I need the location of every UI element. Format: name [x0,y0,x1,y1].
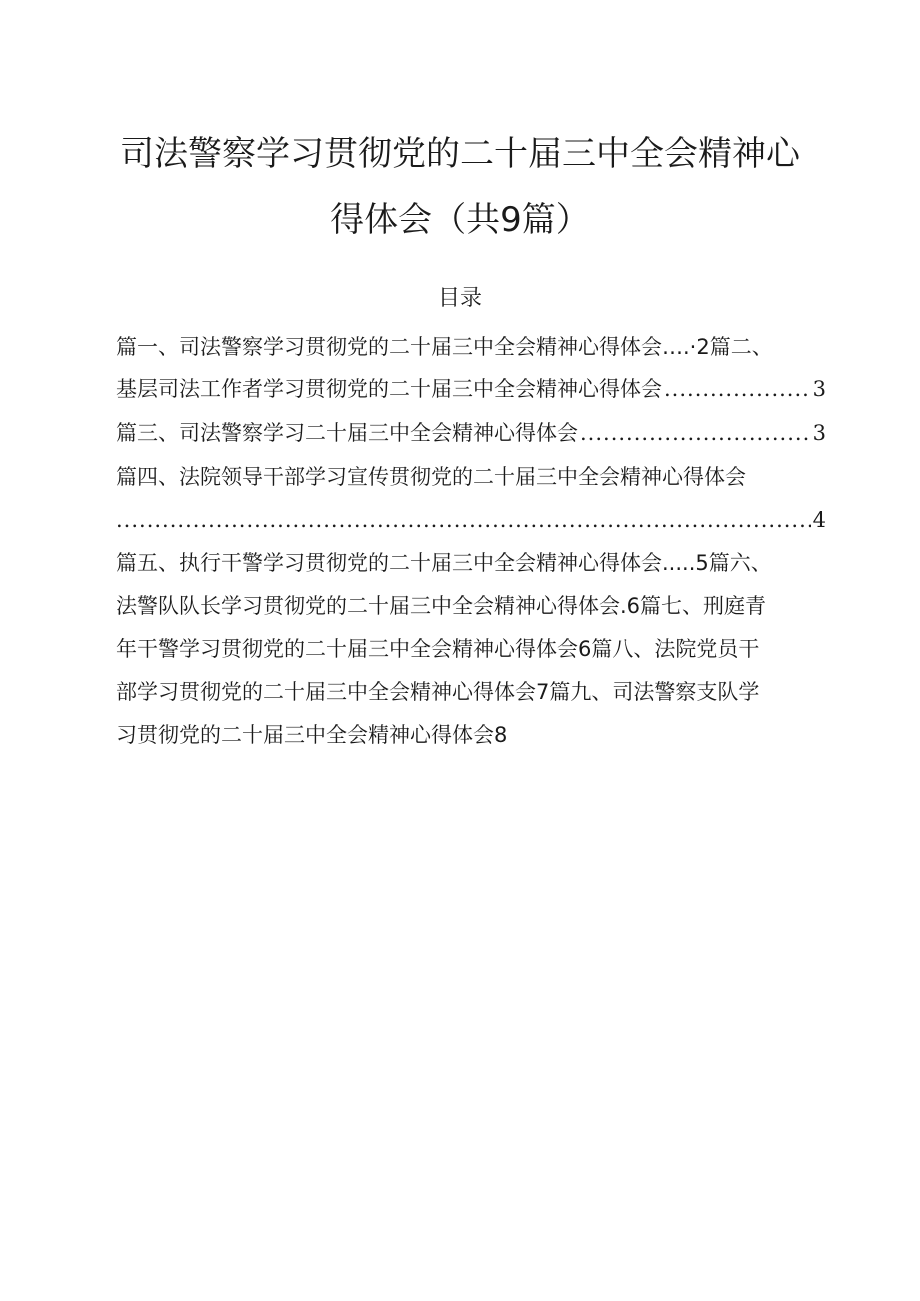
toc-line-10: 习贯彻党的二十届三中全会精神心得体会8 [116,723,508,747]
leader-dots [116,503,811,537]
toc-page-number: 3 [812,377,826,401]
toc-line-8: 年干警学习贯彻党的二十届三中全会精神心得体会6篇八、法院党员干 [116,637,760,661]
toc-line-4: 篇四、法院领导干部学习宣传贯彻党的二十届三中全会精神心得体会 [116,465,746,489]
toc-entry-2 [116,372,826,406]
leader-dots [664,372,811,406]
toc-entry-text: 篇三、司法警察学习二十届三中全会精神心得体会 [116,421,578,445]
toc-line-1: 篇一、司法警察学习贯彻党的二十届三中全会精神心得体会….·2篇二、 [116,335,773,359]
toc-line-7: 法警队队长学习贯彻党的二十届三中全会精神心得体会.6篇七、刑庭青 [116,594,767,618]
toc-entry-text: 基层司法工作者学习贯彻党的二十届三中全会精神心得体会 [116,377,662,401]
toc-page-number: 3 [812,421,826,445]
toc-entry-3 [116,416,826,450]
toc-line-9: 部学习贯彻党的二十届三中全会精神心得体会7篇九、司法警察支队学 [116,680,760,704]
toc-entry-4-leader [116,503,826,537]
leader-dots [580,416,811,450]
toc-page-number: 4 [812,508,826,532]
document-title-line-2: 得体会（共9篇） [330,200,590,240]
toc-line-6: 篇五、执行干警学习贯彻党的二十届三中全会精神心得体会.....5篇六、 [116,551,772,575]
document-title-line-1: 司法警察学习贯彻党的二十届三中全会精神心 [120,134,800,174]
toc-heading: 目录 [437,286,482,311]
